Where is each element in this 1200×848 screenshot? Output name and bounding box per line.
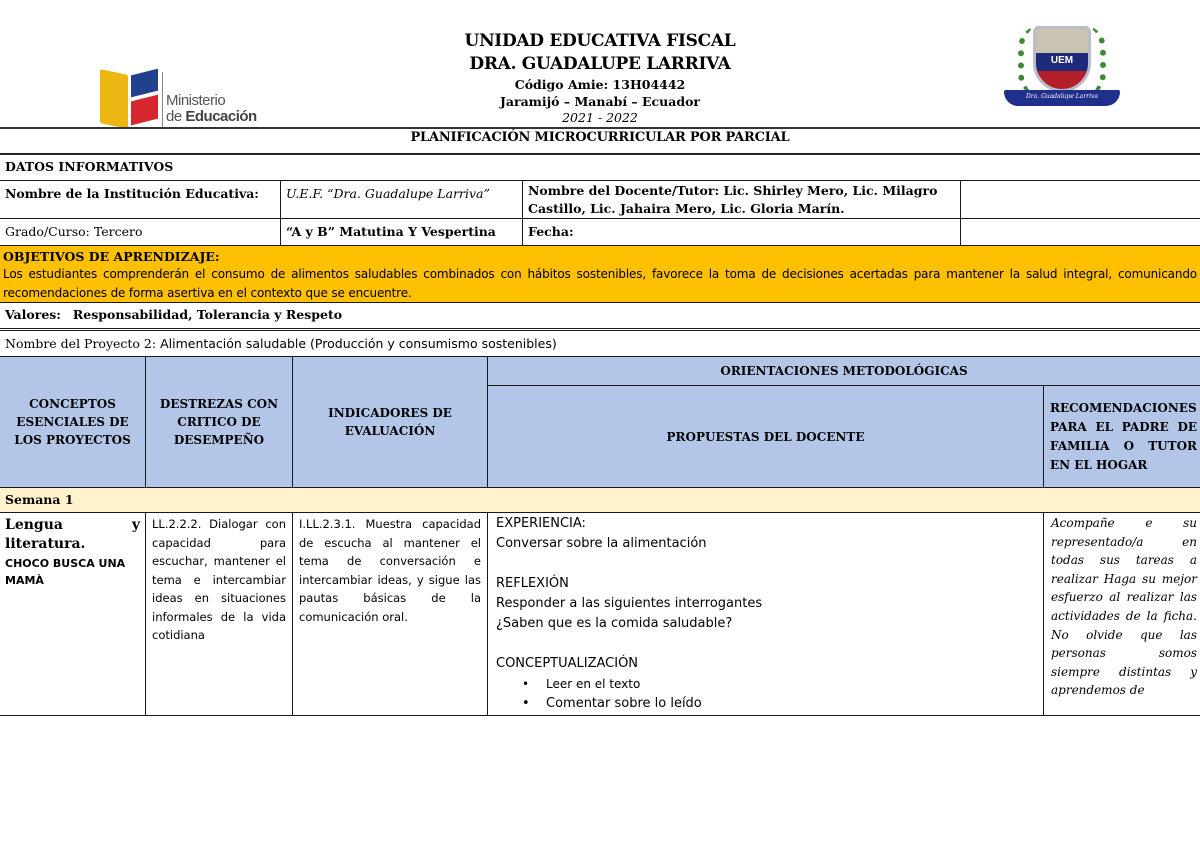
header-conceptos: CONCEPTOS ESENCIALES DE LOS PROYECTOS bbox=[0, 356, 146, 488]
concepto-title-line1 bbox=[5, 516, 140, 554]
grade-label: Grado/Curso: Tercero bbox=[0, 218, 281, 246]
book-page-red bbox=[131, 95, 158, 126]
date-value bbox=[960, 218, 1200, 246]
logo-text-bold: Educación bbox=[185, 108, 257, 125]
valores-row bbox=[0, 302, 1200, 329]
header-recomendaciones: RECOMENDACIONES PARA EL PADRE DE FAMILIA O TUTOR EN EL HOGAR bbox=[1043, 385, 1200, 488]
header-rule-top bbox=[0, 127, 1200, 129]
school-name-line1: UNIDAD EDUCATIVA FISCAL bbox=[464, 31, 736, 51]
header-indicadores: INDICADORES DE EVALUACIÓN bbox=[292, 356, 488, 488]
school-crest bbox=[998, 18, 1148, 108]
conceptualizacion-title: CONCEPTUALIZACIÓN bbox=[496, 656, 639, 671]
concepto-sub: CHOCO BUSCA UNA MAMÀ bbox=[5, 557, 126, 587]
logo-divider bbox=[162, 72, 163, 128]
school-header bbox=[400, 30, 800, 126]
reflexion-title: REFLEXIÓN bbox=[496, 576, 569, 591]
logo-text-prefix: de bbox=[166, 108, 186, 125]
list-item: • Comentar sobre lo leído bbox=[522, 694, 1038, 714]
objetivos-title: OBJETIVOS DE APRENDIZAJE: bbox=[3, 249, 220, 264]
table-row-concepto bbox=[0, 512, 146, 716]
logo-text-educacion bbox=[166, 108, 257, 125]
table-row-propuestas bbox=[487, 512, 1044, 716]
proyecto-value: Alimentación saludable (Producción y consumismo sostenibles) bbox=[160, 336, 557, 351]
objetivos-text: Los estudiantes comprenderán el consumo de alimentos saludables combinados con hábitos sostenibles, favorece la toma de decisiones acertadas para mantener la salud integral, comunicando recomendaciones de forma asertiva en el contexto que se encuentre. bbox=[3, 267, 1197, 300]
objetivos-section bbox=[0, 245, 1200, 303]
proyecto-row bbox=[0, 330, 1200, 357]
experiencia-text: Conversar sobre la alimentación bbox=[496, 536, 707, 551]
reflexion-text1: Responder a las siguientes interrogantes bbox=[496, 596, 763, 611]
header-orientaciones: ORIENTACIONES METODOLÓGICAS bbox=[487, 356, 1200, 386]
book-page-blue bbox=[131, 69, 158, 98]
teacher-value bbox=[960, 180, 1200, 219]
table-row-indicador: I.LL.2.3.1. Muestra capacidad de escucha al mantener el tema de conversación e intercambiar ideas, y sigue las pautas básicas de la comunicación oral. bbox=[292, 512, 488, 716]
document-title: PLANIFICACIÓN MICROCURRICULAR POR PARCIAL bbox=[410, 130, 790, 145]
spacer bbox=[496, 554, 1038, 574]
institution-value: U.E.F. “Dra. Guadalupe Larriva” bbox=[280, 180, 523, 219]
institution-label: Nombre de la Institución Educativa: bbox=[0, 180, 281, 219]
spacer bbox=[496, 634, 1038, 654]
datos-informativos-title: DATOS INFORMATIVOS bbox=[0, 153, 1200, 181]
ministerio-educacion-logo bbox=[98, 70, 268, 130]
date-label: Fecha: bbox=[522, 218, 961, 246]
header-propuestas: PROPUESTAS DEL DOCENTE bbox=[487, 385, 1044, 488]
list-item: • Leer en el texto bbox=[522, 674, 1038, 694]
valores-value: Responsabilidad, Tolerancia y Respeto bbox=[72, 307, 343, 322]
logo-text-ministerio: Ministerio bbox=[166, 92, 226, 109]
table-row-recomendacion: Acompañe e su representado/a en todas sus tareas a realizar Haga su mejor esfuerzo al realizar las actividades de la ficha. No olvide que las personas somos siempre distintas y aprendemos de bbox=[1043, 512, 1200, 716]
crest-ribbon: Dra. Guadalupe Larriva bbox=[1004, 90, 1120, 106]
table-row-destreza: LL.2.2.2. Dialogar con capacidad para escuchar, mantener el tema e intercambiar ideas en situaciones informales de la vida cotidiana bbox=[145, 512, 293, 716]
proyecto-label: Nombre del Proyecto 2: bbox=[5, 336, 161, 351]
school-location: Jaramijó – Manabí – Ecuador bbox=[499, 94, 701, 109]
week-label: Semana 1 bbox=[0, 487, 1200, 513]
conceptualizacion-list bbox=[496, 674, 1038, 714]
valores-label: Valores: bbox=[5, 307, 61, 322]
crest-shield-text: UEM bbox=[1050, 55, 1074, 66]
header-destrezas: DESTREZAS CON CRITICO DE DESEMPEÑO bbox=[145, 356, 293, 488]
teacher-label: Nombre del Docente/Tutor: Lic. Shirley Mero, Lic. Milagro Castillo, Lic. Jahaira Mero, Lic. Gloria Marín. bbox=[522, 180, 961, 219]
school-year: 2021 - 2022 bbox=[562, 110, 638, 125]
concepto-title: Lengua y literatura. bbox=[5, 517, 140, 552]
school-code: Código Amie: 13H04442 bbox=[514, 77, 686, 92]
reflexion-text2: ¿Saben que es la comida saludable? bbox=[496, 616, 733, 631]
school-name-line2: DRA. GUADALUPE LARRIVA bbox=[469, 54, 731, 74]
book-logo-icon bbox=[100, 69, 128, 129]
grade-value: “A y B” Matutina Y Vespertina bbox=[280, 218, 523, 246]
experiencia-title: EXPERIENCIA: bbox=[496, 516, 586, 531]
shield-icon bbox=[1033, 26, 1091, 92]
